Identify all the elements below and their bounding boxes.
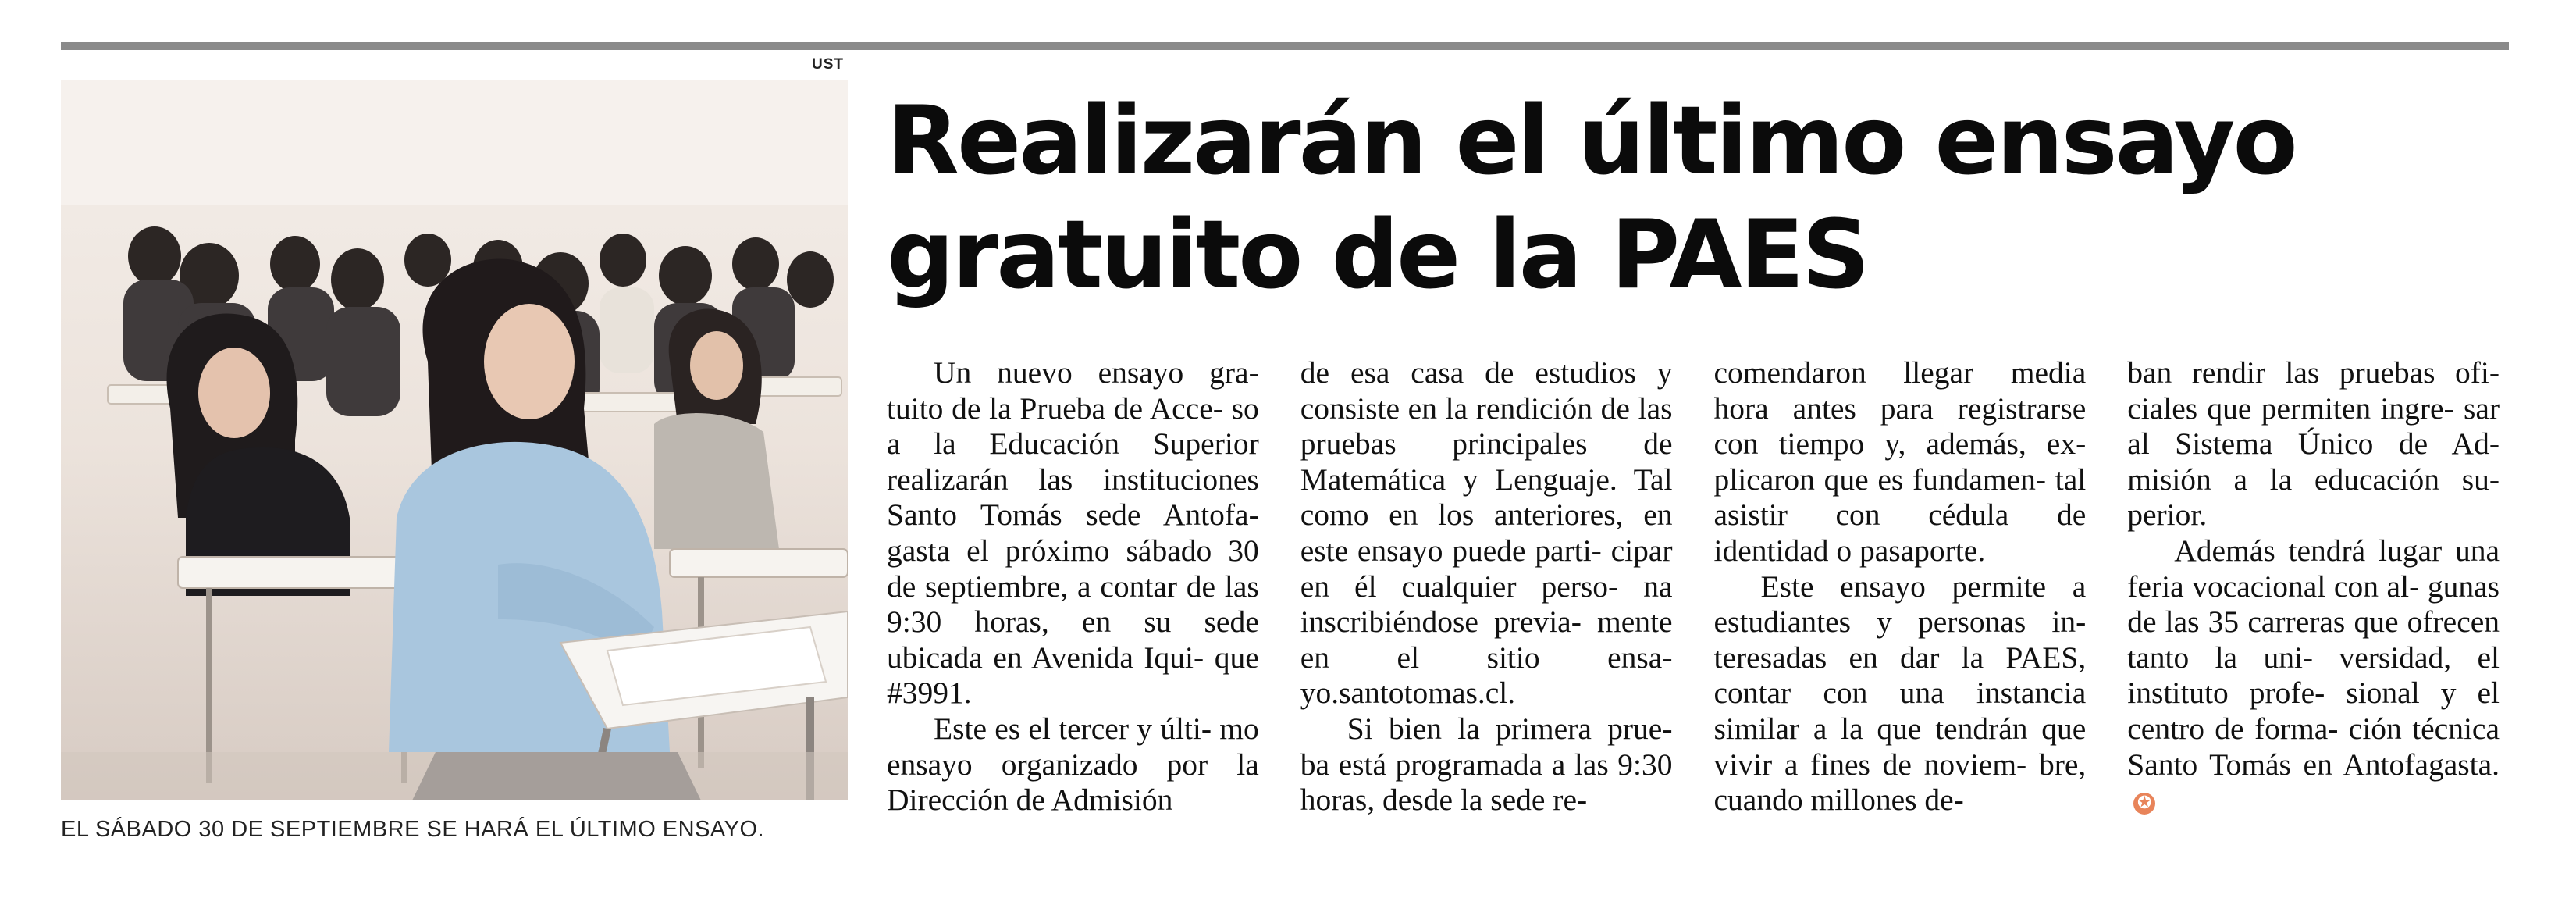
- text-line: de esa casa de estudios y: [1300, 355, 1673, 390]
- text-line: Si bien la primera prue-: [1347, 711, 1673, 746]
- paragraph: [887, 711, 1259, 818]
- text-line: que vivir a fines de noviem-: [1713, 711, 2087, 782]
- text-line: yo.santotomas.cl.: [1300, 676, 1516, 711]
- text-line: na inscribiéndose previa-: [1300, 569, 1673, 640]
- text-line: ba está programada a las: [1300, 747, 1609, 782]
- text-line: plicaron que es fundamen-: [1713, 462, 2047, 497]
- text-line: teresadas en dar la PAES,: [1713, 640, 2087, 675]
- text-line: comendaron llegar media: [1713, 355, 2087, 390]
- photo-credit: UST: [812, 56, 844, 73]
- text-line: 9:30 horas, desde la sede re-: [1300, 747, 1673, 818]
- text-line: perior.: [2127, 497, 2208, 533]
- text-line: gunas de las 35 carreras: [2127, 569, 2500, 640]
- text-line: cipar en él cualquier perso-: [1300, 533, 1673, 604]
- text-line: estudiantes y personas in-: [1713, 604, 2087, 640]
- text-line: Este ensayo permite a: [1760, 569, 2087, 604]
- text-line: misión a la educación su-: [2127, 462, 2500, 497]
- text-line: ban rendir las pruebas ofi-: [2127, 355, 2500, 390]
- text-line: mo ensayo organizado por: [887, 711, 1259, 782]
- text-column-4: [2127, 355, 2500, 855]
- text-line: mente en el sitio ensa-: [1300, 604, 1673, 675]
- text-line: Santo Tomás sede Antofa-: [887, 497, 1259, 533]
- text-line: gasta el próximo sábado 30: [887, 533, 1259, 568]
- headline-line-2: gratuito de la PAES: [887, 200, 1868, 310]
- text-line: Este es el tercer y últi-: [934, 711, 1212, 746]
- text-line: ción técnica Santo Tomás: [2127, 711, 2500, 782]
- text-line: en este ensayo puede parti-: [1300, 497, 1673, 568]
- text-line: realizarán las instituciones: [887, 462, 1259, 497]
- paragraph: [2127, 533, 2500, 818]
- text-line: hora antes para registrarse: [1713, 390, 2087, 426]
- text-line: Además tendrá lugar: [2174, 533, 2443, 568]
- text-line: de septiembre, a contar de: [887, 569, 1216, 604]
- text-line: versidad, el instituto profe-: [2127, 640, 2500, 711]
- text-line: bre, cuando millones de-: [1713, 747, 2087, 818]
- text-column-3: [1714, 355, 2087, 855]
- paragraph: [2127, 355, 2500, 533]
- text-line: las 9:30 horas, en su sede: [887, 569, 1259, 640]
- text-column-2: [1300, 355, 1673, 855]
- text-line: similar a la que tendrán: [1713, 711, 2028, 746]
- photo-caption: EL SÁBADO 30 DE SEPTIEMBRE SE HARÁ EL ÚLTIMO ENSAYO.: [61, 817, 765, 842]
- paragraph: [1714, 355, 2087, 569]
- students-exam-illustration: [61, 80, 848, 800]
- text-line: las pruebas principales de: [1300, 390, 1673, 462]
- headline: [887, 84, 2495, 312]
- text-line: que ofrecen tanto la uni-: [2127, 604, 2500, 675]
- text-line: sional y el centro de forma-: [2127, 676, 2500, 746]
- paragraph: [887, 355, 1259, 711]
- text-line: identidad o pasaporte.: [1713, 533, 1986, 568]
- top-rule: [61, 42, 2509, 50]
- text-line: Matemática y Lenguaje.: [1300, 462, 1617, 497]
- end-mark-icon: ✪: [2133, 793, 2155, 815]
- text-line: tuito de la Prueba de Acce-: [887, 390, 1223, 426]
- text-line: Un nuevo ensayo gra-: [934, 355, 1259, 390]
- text-line: Tal como en los anteriores,: [1300, 462, 1673, 533]
- paragraph: [1300, 711, 1673, 818]
- text-column-1: [887, 355, 1259, 855]
- article-photo: [61, 80, 848, 800]
- headline-line-1: Realizarán el último ensayo: [887, 86, 2296, 196]
- paragraph: [1300, 355, 1673, 711]
- text-line: ubicada en Avenida Iqui-: [887, 640, 1204, 675]
- paragraph: [1714, 569, 2087, 818]
- text-line: consiste en la rendición de: [1300, 390, 1630, 426]
- text-line: ciales que permiten ingre-: [2127, 390, 2454, 426]
- text-line: una feria vocacional con al-: [2127, 533, 2500, 604]
- text-line: tal asistir con cédula de: [1713, 462, 2087, 533]
- text-line: contar con una instancia: [1713, 676, 2087, 711]
- text-line: que #3991.: [887, 640, 1259, 711]
- text-line: con tiempo y, además, ex-: [1713, 426, 2087, 462]
- text-line: en Antofagasta.: [2303, 747, 2500, 782]
- article-body: [887, 355, 2500, 855]
- text-line: sar al Sistema Único de Ad-: [2127, 390, 2500, 462]
- text-line: so a la Educación Superior: [887, 390, 1259, 462]
- text-line: la Dirección de Admisión: [887, 747, 1259, 818]
